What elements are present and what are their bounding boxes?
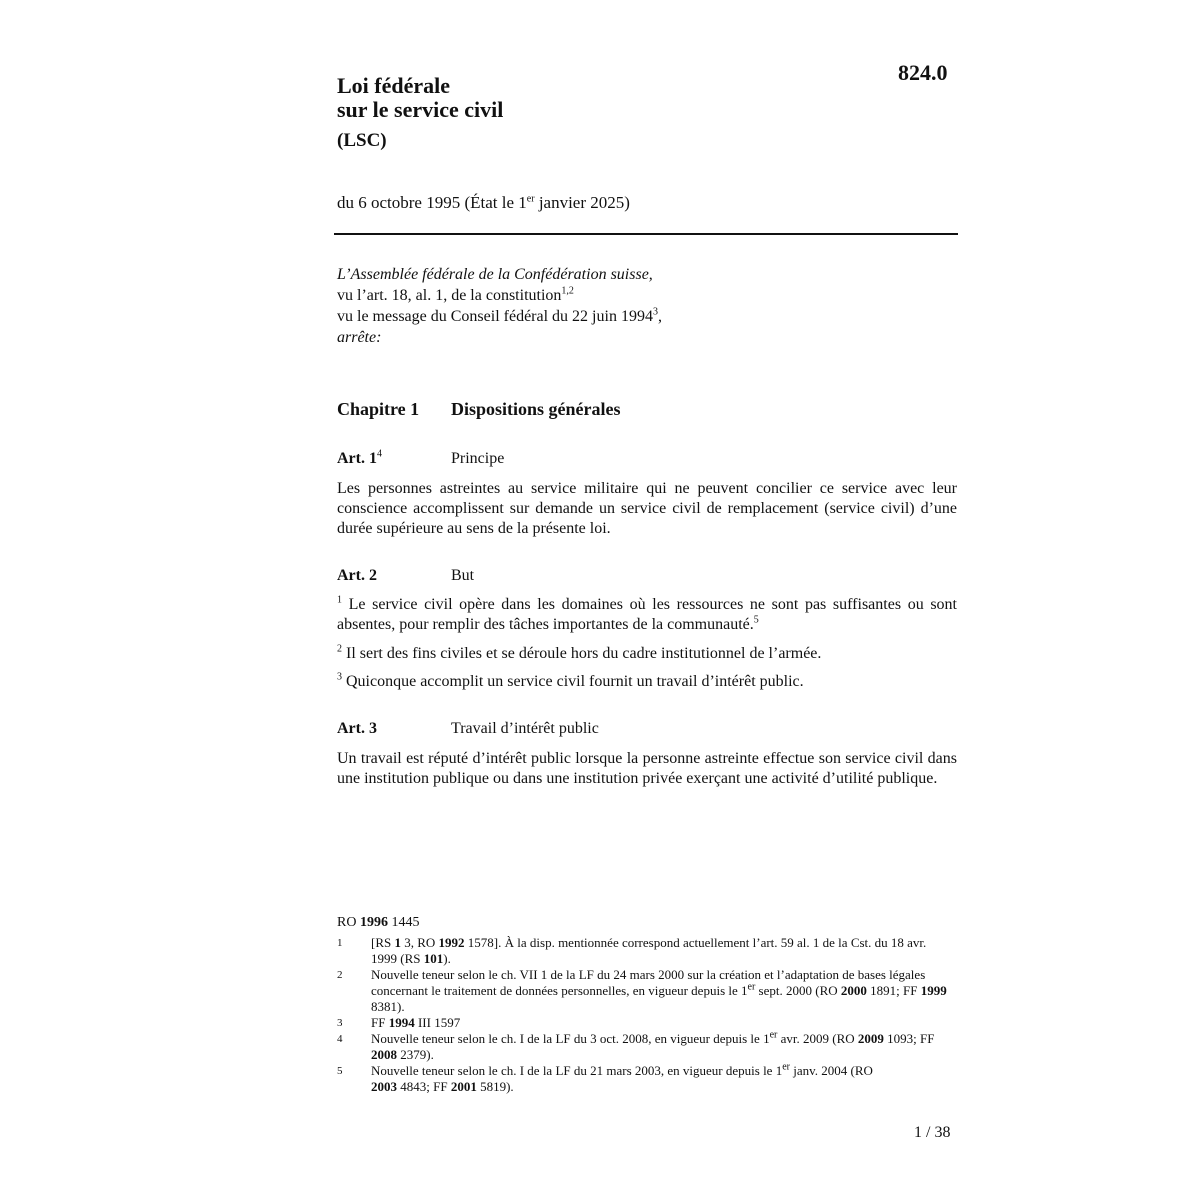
article-label: Art. 3 bbox=[337, 720, 377, 737]
footnote-ref[interactable]: 4 bbox=[376, 448, 382, 460]
document-number: 824.0 bbox=[898, 60, 948, 85]
official-compilation-ref: RO 1996 1445 bbox=[337, 915, 420, 930]
footnote-number: 4 bbox=[337, 1033, 343, 1045]
footnote-number: 2 bbox=[337, 969, 343, 981]
footnote bbox=[337, 935, 957, 967]
footnote bbox=[337, 1063, 957, 1095]
footnote-text: Nouvelle teneur selon le ch. VII 1 de la LF du 24 mars 2000 sur la création et l’adaptation de bases légales concernant le traitement de données personnelles, en vigueur depuis le 1er sept. 2000 (RO 2000 1891; FF 1999 8381). bbox=[371, 967, 947, 1014]
chapter-label: Chapitre 1 bbox=[337, 399, 420, 419]
preamble-assembly: L’Assemblée fédérale de la Confédération suisse, bbox=[337, 266, 653, 283]
footnote-text: Nouvelle teneur selon le ch. I de la LF du 3 oct. 2008, en vigueur depuis le 1er avr. 2009 (RO 2009 1093; FF 2008 2379). bbox=[371, 1029, 935, 1062]
article-title: But bbox=[451, 567, 475, 584]
footnote bbox=[337, 1015, 957, 1031]
article-label: Art. $1^4$ bbox=[337, 448, 382, 467]
article-heading bbox=[337, 720, 599, 738]
preamble-decree: arrête: bbox=[337, 329, 382, 346]
footnote-ref[interactable]: 3 bbox=[652, 306, 658, 318]
footnote-text: FF 1994 III 1597 bbox=[371, 1015, 461, 1030]
footnote-number: 1 bbox=[337, 937, 343, 949]
footnote-number: 3 bbox=[337, 1017, 343, 1029]
article-label: Art. 2 bbox=[337, 567, 377, 584]
article-paragraph: $^2$ Il sert des fins civiles et se déroule hors du cadre institutionnel de l’armée. bbox=[337, 643, 822, 662]
article-text: Un travail est réputé d’intérêt public lorsque la personne astreinte effectue son service civil dans une institution publique ou dans une institution privée exerçant une activité d’utilité publique. bbox=[337, 750, 957, 787]
title-line-2: sur le service civil bbox=[337, 97, 504, 122]
header-rule bbox=[334, 233, 958, 235]
page-number: 1 / 38 bbox=[914, 1124, 951, 1141]
article-title: Travail d’intérêt public bbox=[451, 720, 599, 737]
footnote bbox=[337, 1031, 957, 1063]
preamble-constitution-line: vu l’art. 18, al. 1, de la constitution$^{1,2}$ bbox=[337, 285, 574, 304]
footnote-text: [RS 1 3, RO 1992 1578]. À la disp. mentionnée correspond actuellement l’art. 59 al. 1 de la Cst. du 18 avr. 1999 (RS 101). bbox=[371, 935, 927, 966]
chapter-heading bbox=[337, 399, 621, 420]
footnote-number: 5 bbox=[337, 1065, 343, 1077]
preamble bbox=[337, 264, 957, 348]
article-heading bbox=[337, 567, 474, 585]
article-paragraph: $^1$ Le service civil opère dans les domaines où les ressources ne sont pas suffisantes ou sont absentes, pour remplir des tâches importantes de la communauté.$^5$ bbox=[337, 594, 957, 633]
preamble-message-line: vu le message du Conseil fédéral du 22 juin 1994$^3$, bbox=[337, 306, 662, 325]
chapter-title: Dispositions générales bbox=[451, 399, 621, 419]
title-abbreviation: (LSC) bbox=[337, 130, 387, 151]
footnote-text: Nouvelle teneur selon le ch. I de la LF du 21 mars 2003, en vigueur depuis le 1er janv. 2004 (RO 2003 4843; FF 2001 5819). bbox=[371, 1061, 873, 1094]
article-title: Principe bbox=[451, 450, 505, 467]
article-heading bbox=[337, 450, 504, 468]
footnote-ref[interactable]: 5 bbox=[753, 614, 759, 626]
title-line-1: Loi fédérale bbox=[337, 73, 451, 98]
document-date: du 6 octobre 1995 (État le 1er janvier 2025) bbox=[337, 193, 630, 212]
article-paragraph: $^3$ Quiconque accomplit un service civil fournit un travail d’intérêt public. bbox=[337, 671, 804, 690]
article-text: Les personnes astreintes au service militaire qui ne peuvent concilier ce service avec leur conscience accomplissent sur demande un service civil de remplacement (service civil) d’une durée supérieure au sens de la présente loi. bbox=[337, 480, 957, 537]
footnote bbox=[337, 967, 957, 1015]
footnote-ref[interactable]: 1,2 bbox=[561, 285, 574, 297]
